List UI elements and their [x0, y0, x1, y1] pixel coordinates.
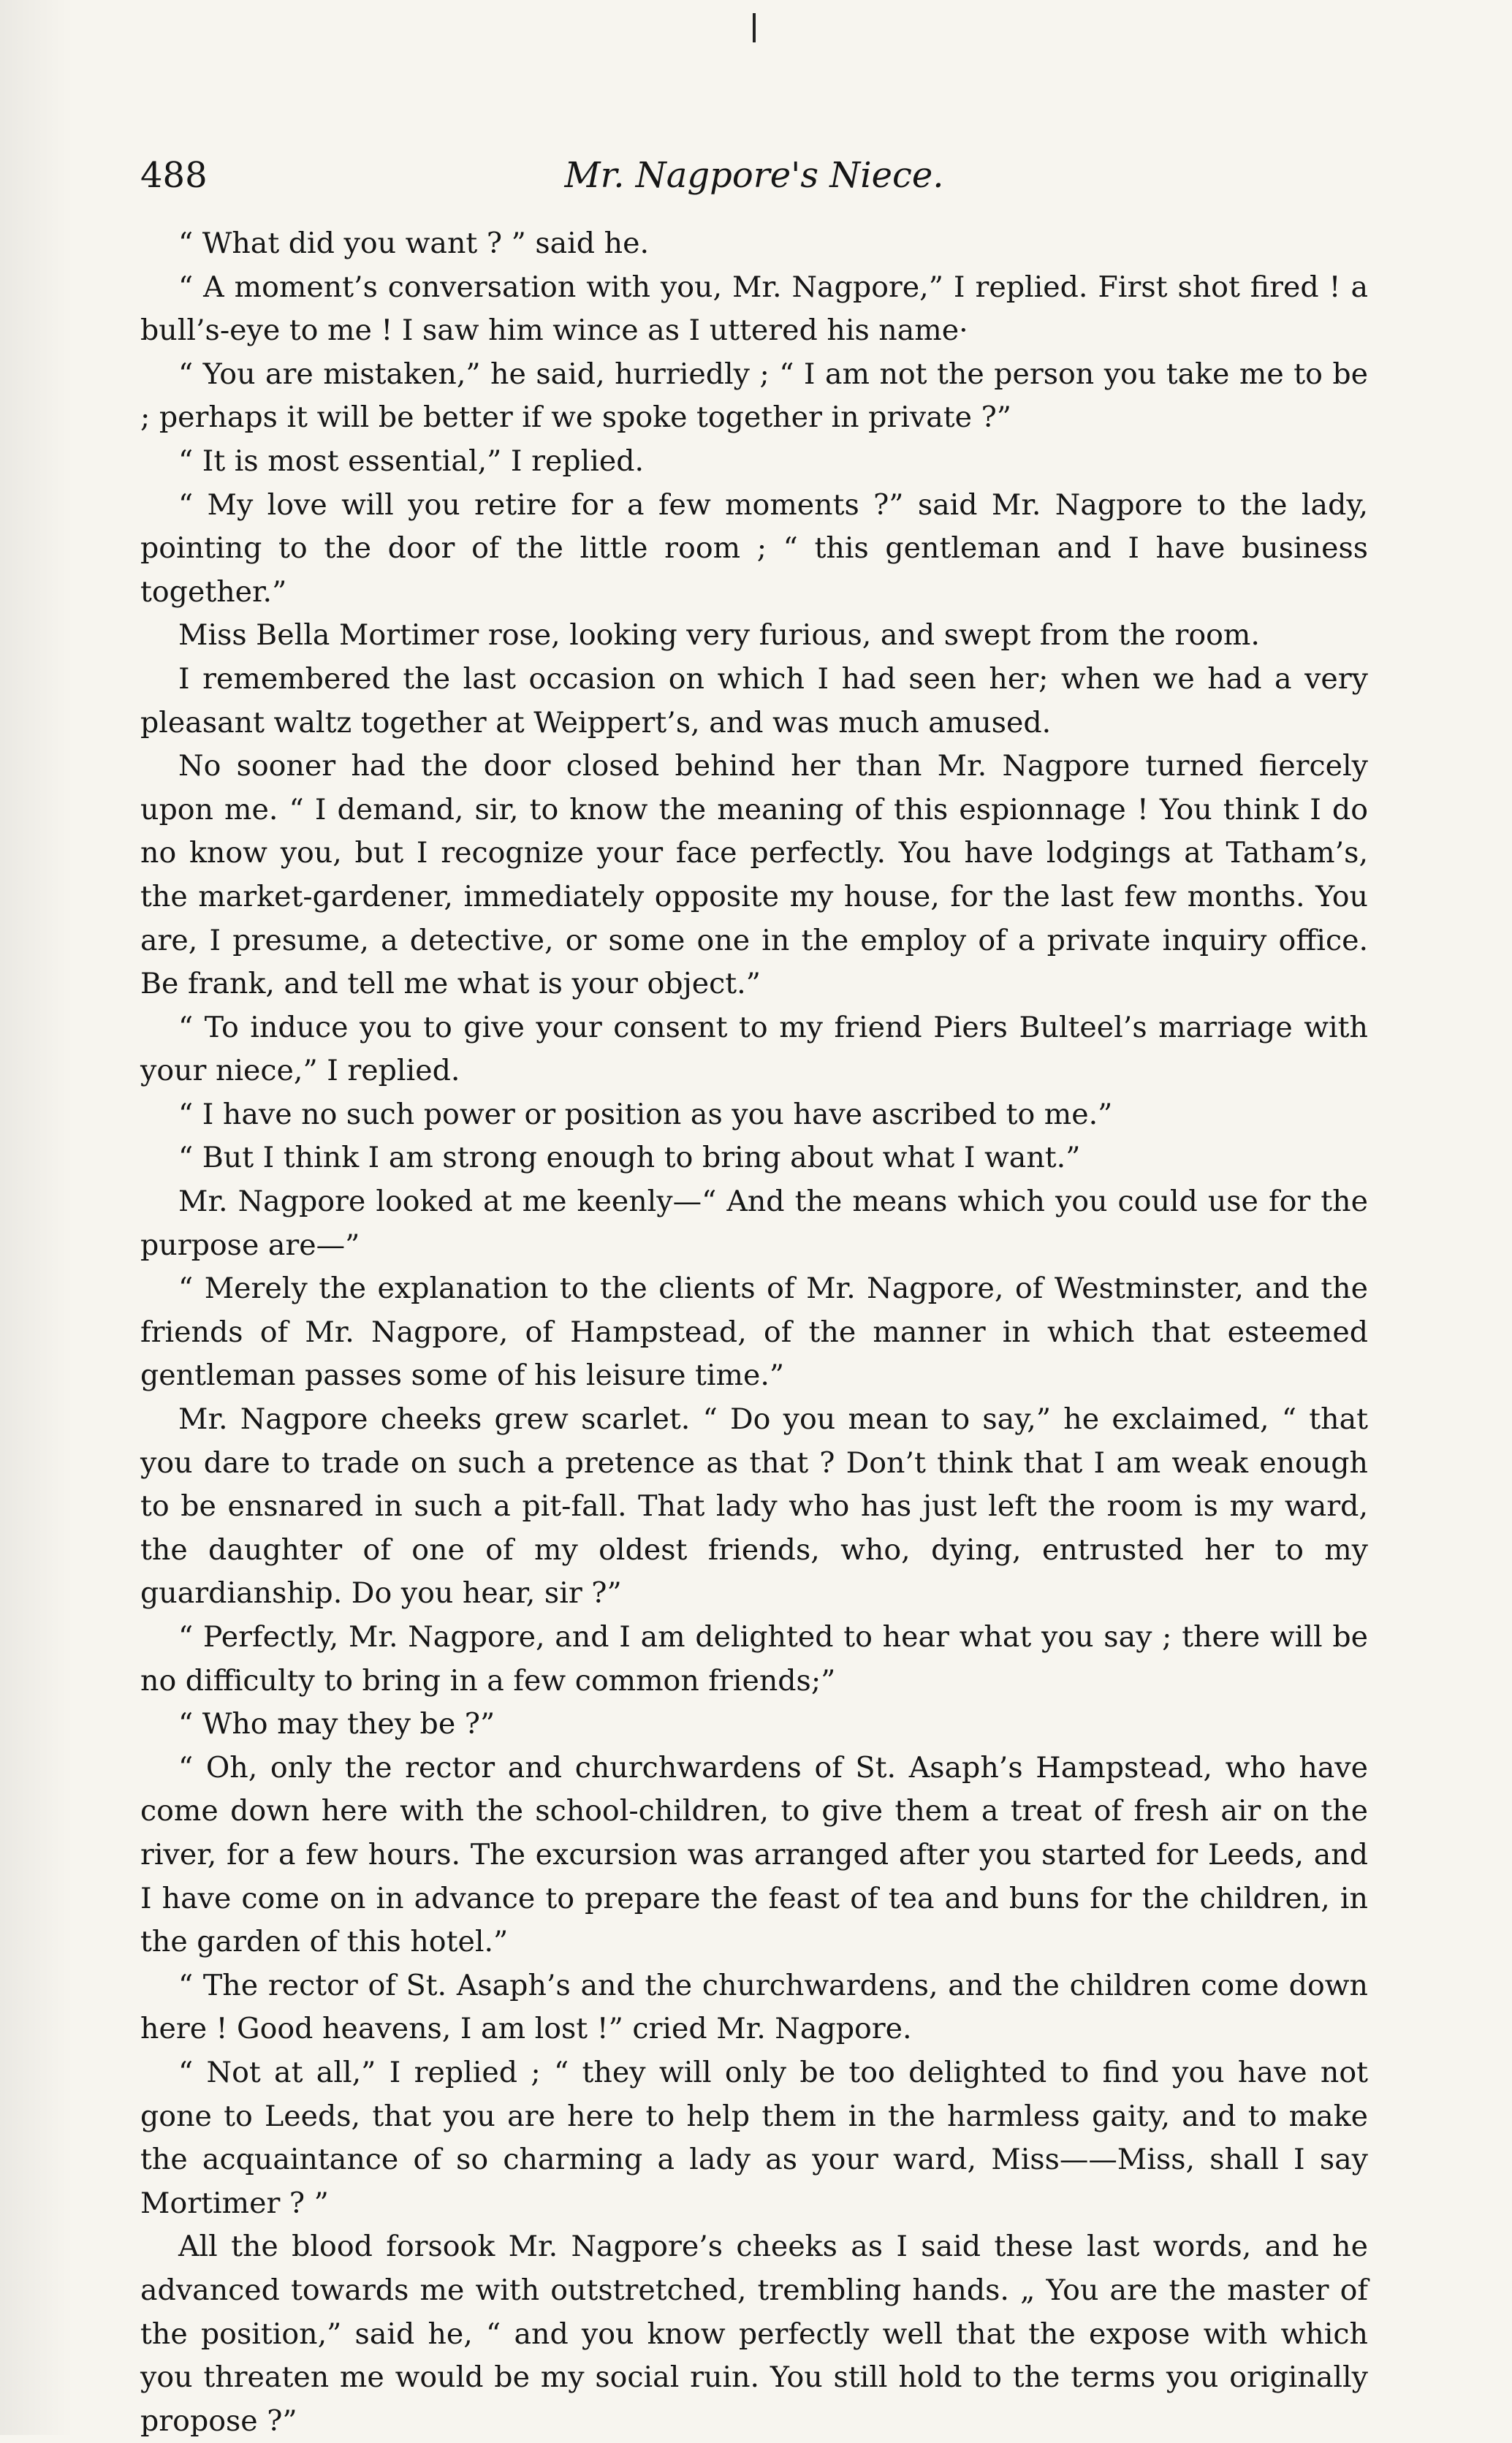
paragraph: Mr. Nagpore looked at me keenly—“ And the means which you could use for the purpose are—”: [140, 1185, 1368, 1262]
page-number: 488: [140, 155, 208, 196]
paragraph: All the blood forsook Mr. Nagpore’s cheeks as I said these last words, and he advanced towards me with outstretched, trembling hands. „ You are the master of the position,” said he, “ and you know perfectly well that the expose with which you threaten me would be my social ruin. You still hold to the terms you originally propose ?”: [140, 2230, 1368, 2438]
paragraph: “ Who may they be ?”: [178, 1707, 495, 1741]
paragraph: “ But I think I am strong enough to bring about what I want.”: [178, 1141, 1081, 1175]
book-page: [140, 139, 1368, 2438]
paragraph: “ What did you want ? ” said he.: [178, 227, 649, 260]
paragraph: “ I have no such power or position as you have ascribed to me.”: [178, 1097, 1113, 1131]
page-edge-shadow: [0, 0, 73, 2435]
paragraph: No sooner had the door closed behind her than Mr. Nagpore turned fiercely upon me. “ I demand, sir, to know the meaning of this espionnage ! You think I do no know you, but I recognize your face perfectly. You have lodgings at Tatham’s, the market-gardener, immediately opposite my house, for the last few months. You are, I presume, a detective, or some one in the employ of a private inquiry office. Be frank, and tell me what is your object.”: [140, 749, 1368, 1001]
running-title: Mr. Nagpore's Niece.: [564, 155, 944, 196]
paragraph: “ A moment’s conversation with you, Mr. Nagpore,” I replied. First shot fired ! a bull’s-eye to me ! I saw him wince as I uttered his name·: [140, 270, 1368, 348]
paragraph: “ Oh, only the rector and churchwardens of St. Asaph’s Hampstead, who have come down here with the school-children, to give them a treat of fresh air on the river, for a few hours. The excursion was arranged after you started for Leeds, and I have come on in advance to prepare the feast of tea and buns for the children, in the garden of this hotel.”: [140, 1750, 1368, 1959]
paragraph: “ Merely the explanation to the clients of Mr. Nagpore, of Westminster, and the friends of Mr. Nagpore, of Hampstead, of the manner in which that esteemed gentleman passes some of his leisure time.”: [140, 1272, 1368, 1393]
paragraph: Miss Bella Mortimer rose, looking very furious, and swept from the room.: [178, 618, 1260, 653]
paragraph: “ My love will you retire for a few moments ?” said Mr. Nagpore to the lady, pointing to the door of the little room ; “ this gentleman and I have business together.”: [140, 487, 1368, 609]
body-text: [140, 222, 1368, 2443]
paragraph: “ Perfectly, Mr. Nagpore, and I am delighted to hear what you say ; there will be no difficulty to bring in a few common friends;”: [140, 1620, 1368, 1698]
paragraph: I remembered the last occasion on which I had seen her; when we had a very pleasant waltz together at Weippert’s, and was much amused.: [140, 661, 1368, 740]
paragraph: “ To induce you to give your consent to my friend Piers Bulteel’s marriage with your niece,” I replied.: [140, 1010, 1368, 1088]
paragraph: Mr. Nagpore cheeks grew scarlet. “ Do you mean to say,” he exclaimed, “ that you dare to trade on such a pretence as that ? Don’t think that I am weak enough to be ensnared in such a pit-fall. That lady who has just left the room is my ward, the daughter of one of my oldest friends, who, dying, entrusted her to my guardianship. Do you hear, sir ?”: [140, 1402, 1368, 1611]
page-header: [140, 139, 1368, 212]
paragraph: “ The rector of St. Asaph’s and the churchwardens, and the children come down here ! Good heavens, I am lost !” cried Mr. Nagpore.: [140, 1968, 1368, 2046]
top-mark: [753, 13, 756, 42]
paragraph: “ It is most essential,” I replied.: [178, 444, 645, 478]
paragraph: “ You are mistaken,” he said, hurriedly ; “ I am not the person you take me to be ; perhaps it will be better if we spoke together in private ?”: [140, 357, 1368, 435]
paragraph: “ Not at all,” I replied ; “ they will only be too delighted to find you have not gone to Leeds, that you are here to help them in the harmless gaity, and to make the acquaintance of so charming a lady as your ward, Miss——Miss, shall I say Mortimer ? ”: [140, 2055, 1368, 2220]
